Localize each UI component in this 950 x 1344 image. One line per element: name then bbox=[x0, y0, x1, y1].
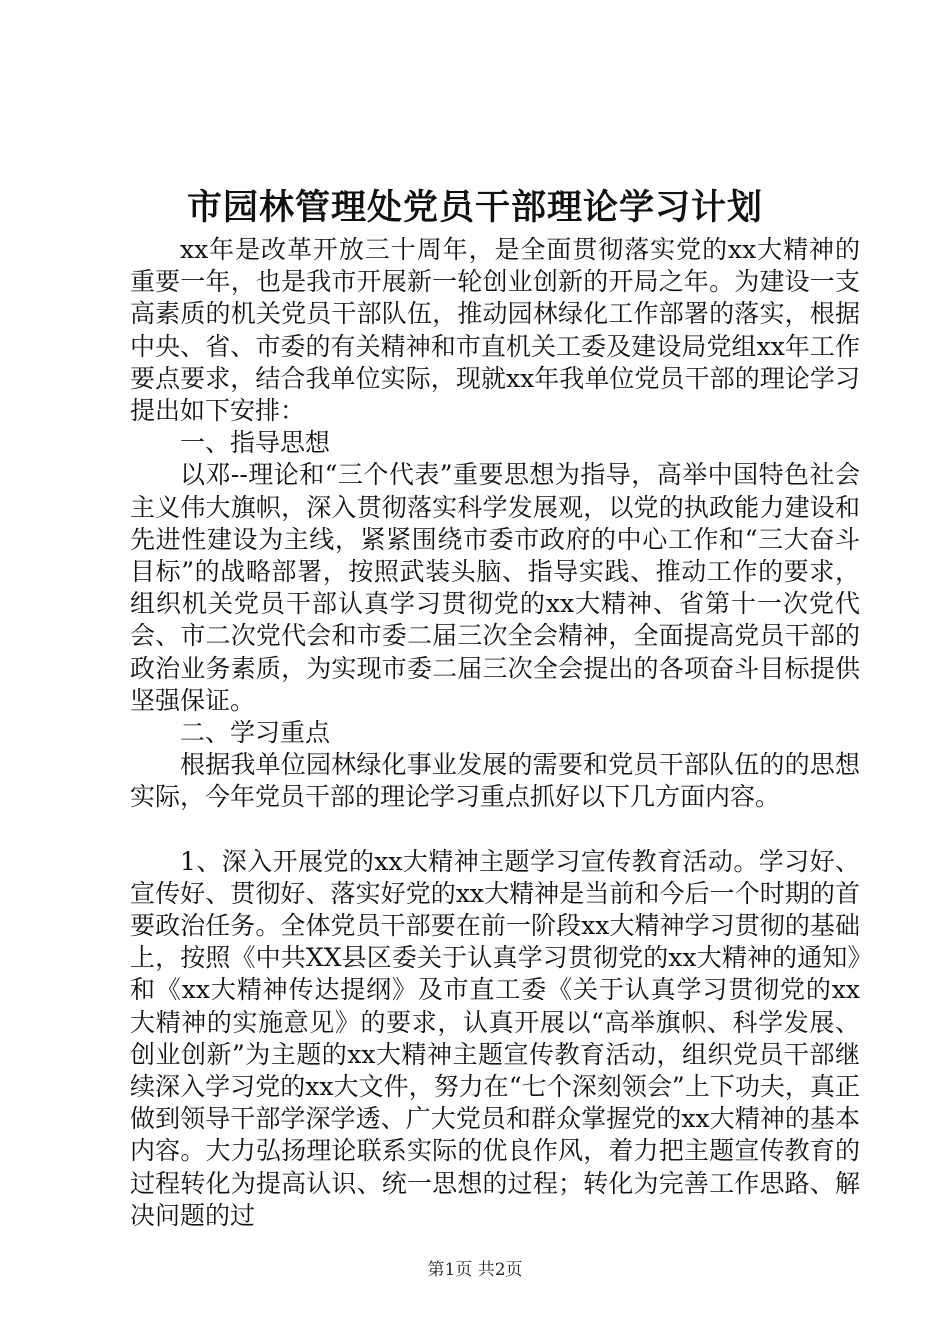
intro-paragraph: xx年是改革开放三十周年，是全面贯彻落实党的xx大精神的重要一年，也是我市开展新一轮创业创新的开局之年。为建设一支高素质的机关党员干部队伍，推动园林绿化工作部署的落实，根据中央、省、市委的有关精神和市直机关工委及建设局党组xx年工作要点要求，结合我单位实际，现就xx年我单位党员干部的理论学习提出如下安排： bbox=[130, 235, 860, 426]
section-heading-guiding-thought: 一、指导思想 bbox=[180, 428, 331, 458]
section-heading-study-focus: 二、学习重点 bbox=[180, 718, 331, 748]
document-body bbox=[130, 234, 860, 1232]
paragraph-spacer bbox=[130, 814, 860, 846]
study-item-1-paragraph: 1、深入开展党的xx大精神主题学习宣传教育活动。学习好、宣传好、贯彻好、落实好党的xx大精神是当前和今后一个时期的首要政治任务。全体党员干部要在前一阶段xx大精神学习贯彻的基础上，按照《中共XX县区委关于认真学习贯彻党的xx大精神的通知》和《xx大精神传达提纲》及市直工委《关于认真学习贯彻党的xx大精神的实施意见》的要求，认真开展以“高举旗帜、科学发展、创业创新”为主题的xx大精神主题宣传教育活动，组织党员干部继续深入学习党的xx大文件，努力在“七个深刻领会”上下功夫，真正做到领导干部学深学透、广大党员和群众掌握党的xx大精神的基本内容。大力弘扬理论联系实际的优良作风，着力把主题宣传教育的过程转化为提高认识、统一思想的过程；转化为完善工作思路、解决问题的过 bbox=[130, 846, 860, 1230]
study-focus-paragraph: 根据我单位园林绿化事业发展的需要和党员干部队伍的的思想实际，今年党员干部的理论学习重点抓好以下几方面内容。 bbox=[130, 750, 860, 812]
page-footer: 第1页 共2页 bbox=[427, 1260, 523, 1280]
guiding-thought-paragraph: 以邓--理论和“三个代表”重要思想为指导，高举中国特色社会主义伟大旗帜，深入贯彻落实科学发展观，以党的执政能力建设和先进性建设为主线，紧紧围绕市委市政府的中心工作和“三大奋斗目标”的战略部署，按照武装头脑、指导实践、推动工作的要求，组织机关党员干部认真学习贯彻党的xx大精神、省第十一次党代会、市二次党代会和市委二届三次全会精神，全面提高党员干部的政治业务素质，为实现市委二届三次全会提出的各项奋斗目标提供坚强保证。 bbox=[130, 460, 860, 715]
document-title: 市园林管理处党员干部理论学习计划 bbox=[186, 187, 763, 228]
